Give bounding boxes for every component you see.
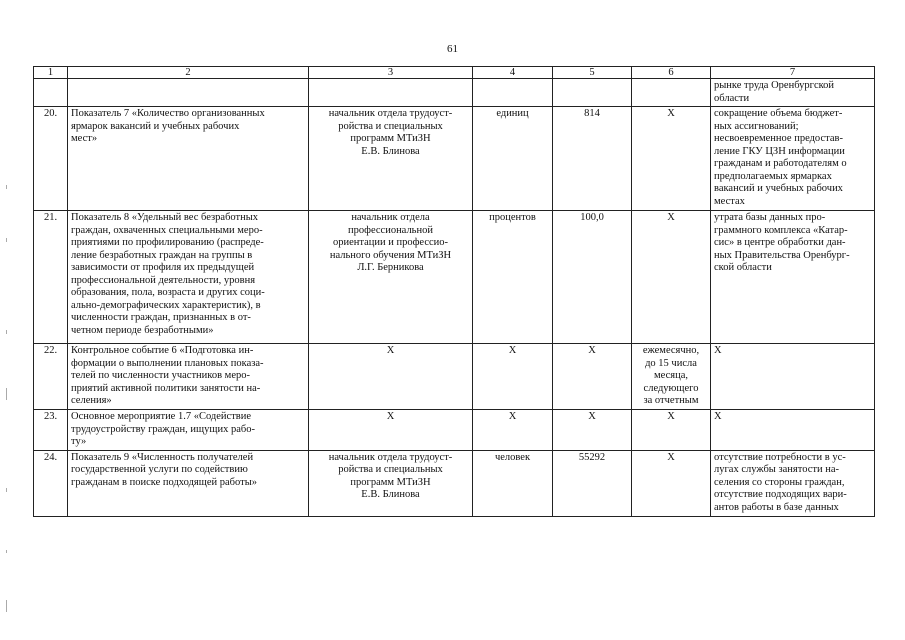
col-number-7: 7: [711, 67, 875, 79]
target-value: Х: [553, 410, 632, 451]
col-number-4: 4: [473, 67, 553, 79]
col-number-3: 3: [309, 67, 473, 79]
unit: единиц: [473, 107, 553, 211]
column-number-row: [34, 67, 875, 79]
unit: Х: [473, 344, 553, 410]
risk: утрата базы данных про- граммного комплекса «Катар- сис» в центре обработки дан- ных Правительства Оренбург- ской области: [711, 211, 875, 344]
deadline: Х: [632, 450, 711, 516]
table-row: [34, 79, 875, 107]
target-value: 814: [553, 107, 632, 211]
col-number-5: 5: [553, 67, 632, 79]
target-value: [553, 79, 632, 107]
unit: Х: [473, 410, 553, 451]
responsible: начальник отдела трудоуст- ройства и специальных программ МТиЗН Е.В. Блинова: [309, 107, 473, 211]
item-name: Показатель 7 «Количество организованных ярмарок вакансий и учебных рабочих мест»: [68, 107, 309, 211]
row-number: 21.: [34, 211, 68, 344]
target-value: 55292: [553, 450, 632, 516]
risk: отсутствие потребности в ус- лугах службы занятости на- селения со стороны граждан, отсутствие подходящих вари- антов работы в базе данных: [711, 450, 875, 516]
item-name: Показатель 9 «Численность получателей государственной услуги по содействию гражданам в поиске подходящей работы»: [68, 450, 309, 516]
row-number: 20.: [34, 107, 68, 211]
risk: Х: [711, 410, 875, 451]
unit: [473, 79, 553, 107]
row-number: 24.: [34, 450, 68, 516]
row-number: 22.: [34, 344, 68, 410]
deadline: [632, 79, 711, 107]
deadline: Х: [632, 211, 711, 344]
risk: сокращение объема бюджет- ных ассигнований; несвоевременное предостав- ление ГКУ ЦЗН информации гражданам и работодателям о предполагаемых ярмарках вакансий и учебных рабочих местах: [711, 107, 875, 211]
deadline: Х: [632, 107, 711, 211]
plan-table: [33, 66, 875, 517]
scan-margin-mark: [6, 488, 7, 492]
scan-margin-mark: [6, 388, 7, 400]
responsible: начальник отдела трудоуст- ройства и специальных программ МТиЗН Е.В. Блинова: [309, 450, 473, 516]
table-row: [34, 107, 875, 211]
target-value: 100,0: [553, 211, 632, 344]
responsible: Х: [309, 410, 473, 451]
responsible: начальник отдела профессиональной ориентации и профессио- нального обучения МТиЗН Л.Г. Берникова: [309, 211, 473, 344]
scan-margin-mark: [6, 600, 7, 612]
col-number-1: 1: [34, 67, 68, 79]
scan-margin-mark: [6, 330, 7, 334]
scan-margin-mark: [6, 185, 7, 189]
responsible: Х: [309, 344, 473, 410]
table-row: [34, 344, 875, 410]
scan-margin-mark: [6, 238, 7, 242]
page-number: 61: [447, 43, 458, 55]
item-name: Контрольное событие 6 «Подготовка ин- формации о выполнении плановых показа- телей по численности участников меро- приятий активной политики занятости на- селения»: [68, 344, 309, 410]
unit: человек: [473, 450, 553, 516]
scan-margin-mark: [6, 550, 7, 553]
deadline: ежемесячно, до 15 числа месяца, следующего за отчетным: [632, 344, 711, 410]
row-number: [34, 79, 68, 107]
table-row: [34, 450, 875, 516]
risk: Х: [711, 344, 875, 410]
item-name: [68, 79, 309, 107]
responsible: [309, 79, 473, 107]
target-value: Х: [553, 344, 632, 410]
unit: процентов: [473, 211, 553, 344]
col-number-6: 6: [632, 67, 711, 79]
table-row: [34, 410, 875, 451]
deadline: Х: [632, 410, 711, 451]
row-number: 23.: [34, 410, 68, 451]
item-name: Основное мероприятие 1.7 «Содействие трудоустройству граждан, ищущих рабо- ту»: [68, 410, 309, 451]
risk: рынке труда Оренбургской области: [711, 79, 875, 107]
col-number-2: 2: [68, 67, 309, 79]
table-row: [34, 211, 875, 344]
item-name: Показатель 8 «Удельный вес безработных граждан, охваченных специальными меро- приятиями по профилированию (распреде- ление безработных граждан на группы в зависимости от профиля их предыдущей профессиональной деятельности, уровня образования, пола, возраста и других соци- ально-демографических характеристик), в численности граждан, признанных в от- четном периоде безработными»: [68, 211, 309, 344]
